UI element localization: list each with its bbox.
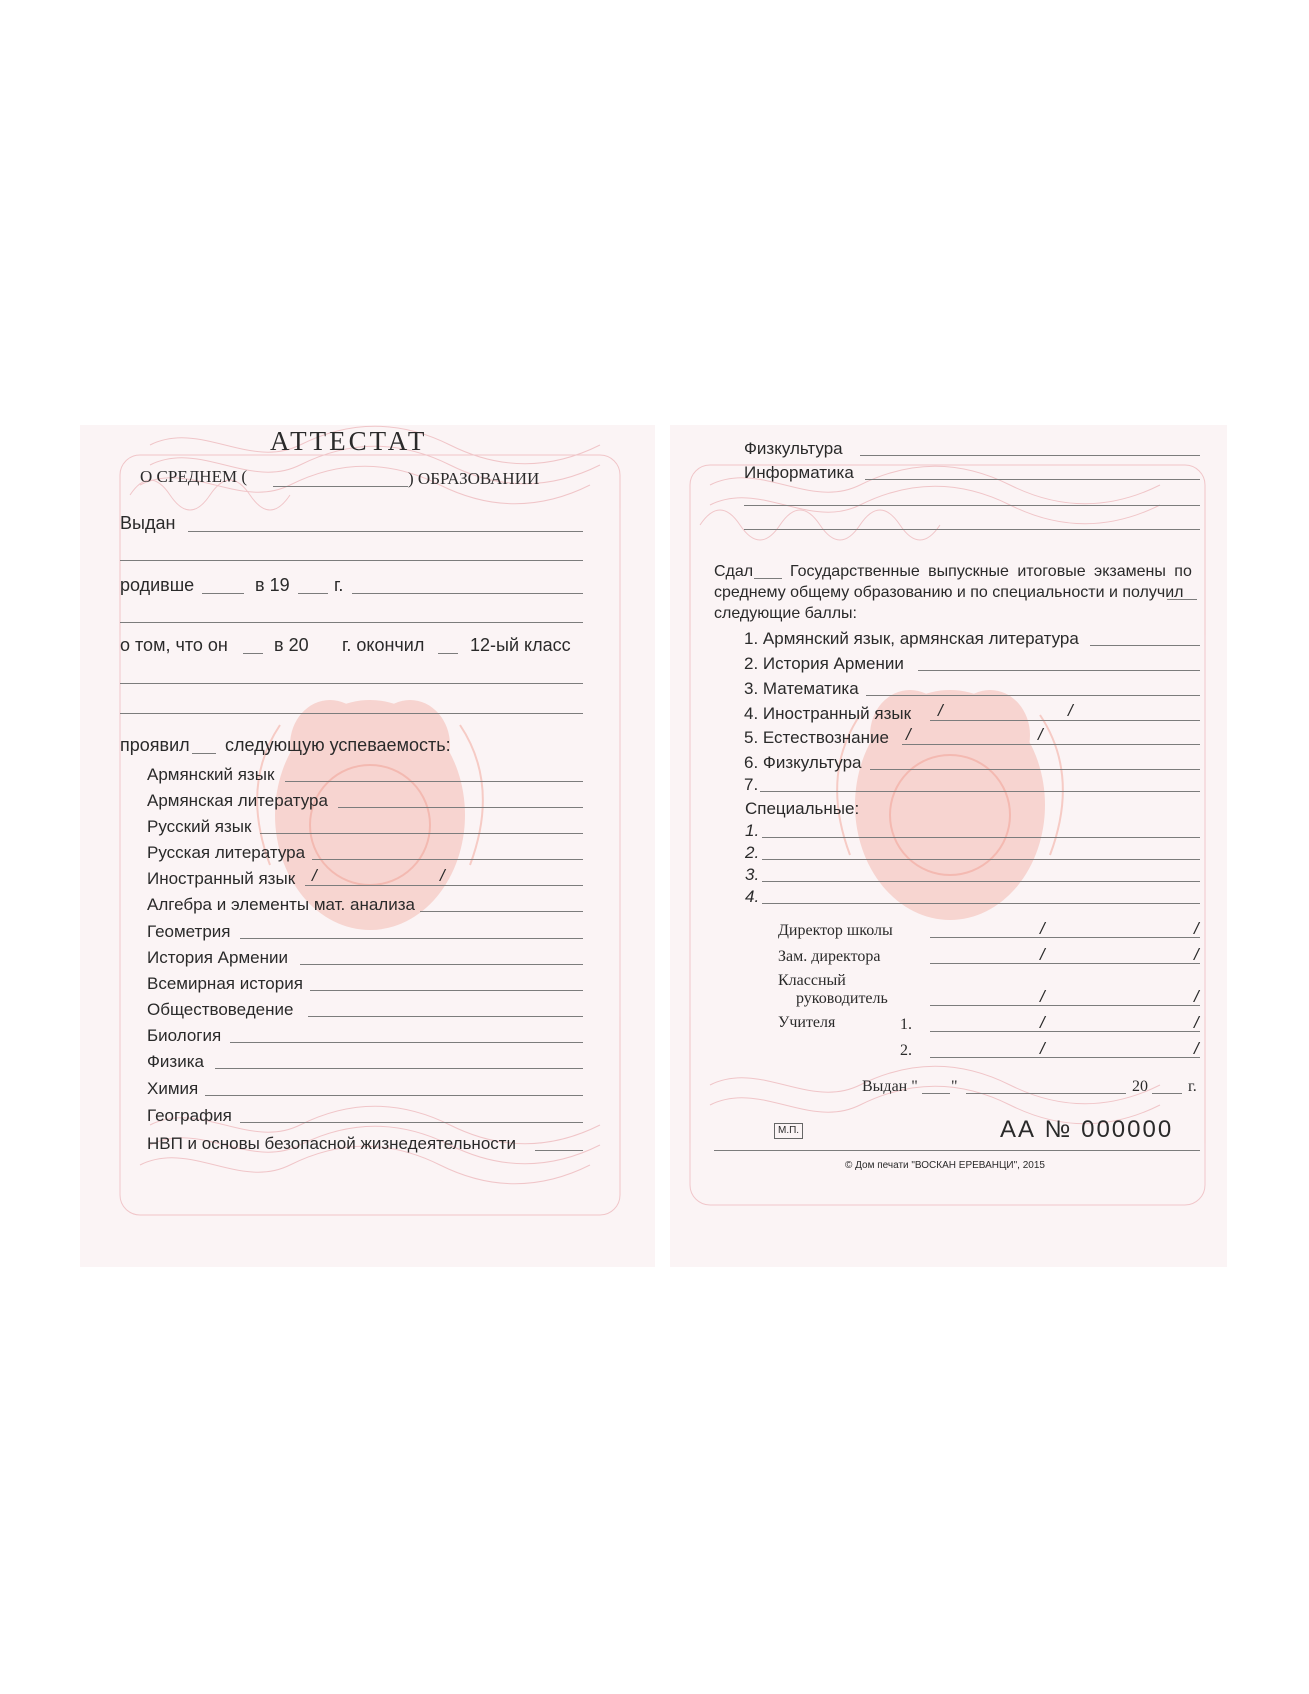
- grade-line: [420, 911, 583, 912]
- slash-mark: /: [1040, 1013, 1045, 1032]
- graduated-ending-line: [243, 653, 263, 654]
- exam-item: 7.: [744, 775, 759, 794]
- exam-intro-text-1: Государственные выпускные итоговые экзамены по: [790, 563, 1192, 580]
- grade-line: [310, 990, 583, 991]
- performance-prefix: проявил: [120, 735, 190, 755]
- subject-informatics: Информатика: [744, 463, 854, 482]
- special-line: [762, 837, 1200, 838]
- issued-day-line: [922, 1093, 950, 1094]
- grade-line: [860, 455, 1200, 456]
- subtitle-suffix: ) ОБРАЗОВАНИИ: [408, 469, 540, 488]
- extra-subject-line-2: [744, 529, 1200, 530]
- score-line: [760, 791, 1200, 792]
- school-line-1: [120, 683, 583, 684]
- score-line: [918, 670, 1200, 671]
- issued-year-line: [1152, 1093, 1182, 1094]
- grade-line: [205, 1095, 583, 1096]
- special-item: 2.: [745, 843, 760, 862]
- slash-mark: /: [440, 866, 445, 885]
- subject-item: Всемирная история: [147, 974, 303, 993]
- born-year-line: [298, 593, 328, 594]
- deputy-label: Зам. директора: [778, 948, 881, 965]
- subject-item: Армянская литература: [147, 791, 328, 810]
- special-line: [762, 903, 1200, 904]
- special-item: 3.: [745, 865, 760, 884]
- class-teacher-label-1: Классный: [778, 972, 846, 989]
- serial-number: АА № 000000: [1000, 1116, 1174, 1143]
- stamp-place-box: М.П.: [774, 1123, 803, 1139]
- subject-item: Русская литература: [147, 843, 306, 862]
- subject-item: Алгебра и элементы мат. анализа: [147, 895, 415, 914]
- subtitle-prefix: О СРЕДНЕМ (: [140, 467, 247, 486]
- performance-label: следующую успеваемость:: [225, 735, 451, 755]
- teachers-label: Учителя: [778, 1014, 836, 1031]
- grade-line: [535, 1150, 583, 1151]
- subject-item: География: [147, 1106, 232, 1125]
- grade-line: [308, 1016, 583, 1017]
- teacher-number: 1.: [900, 1016, 912, 1033]
- born-year-suffix: г.: [334, 575, 344, 595]
- slash-mark: /: [1194, 945, 1199, 964]
- grade-line: [240, 938, 583, 939]
- slash-mark: /: [1194, 1039, 1199, 1058]
- subject-item: Русский язык: [147, 817, 252, 836]
- issued-name-line-2: [120, 560, 583, 561]
- grade-line: [240, 1122, 583, 1123]
- slash-mark: /: [906, 725, 911, 744]
- grade-line: [230, 1042, 583, 1043]
- issued-year-suffix: г.: [1188, 1078, 1197, 1095]
- special-line: [762, 859, 1200, 860]
- signature-line: [930, 1031, 1200, 1032]
- teacher-number: 2.: [900, 1042, 912, 1059]
- subject-physical-education: Физкультура: [744, 439, 843, 458]
- graduated-year-prefix: в 20: [274, 635, 309, 655]
- graduated-class: 12-ый класс: [470, 635, 571, 655]
- grade-line: [300, 964, 583, 965]
- born-place-line: [352, 593, 583, 594]
- subject-item: Физика: [147, 1052, 204, 1071]
- grade-line: [865, 479, 1200, 480]
- score-line: [902, 744, 1200, 745]
- slash-mark: /: [938, 701, 943, 720]
- issued-date-quote: ": [951, 1078, 958, 1095]
- subject-item: Армянский язык: [147, 765, 275, 784]
- slash-mark: /: [1068, 701, 1073, 720]
- exam-item: 5. Естествознание: [744, 728, 889, 747]
- issued-month-line: [966, 1093, 1126, 1094]
- issued-label: Выдан: [120, 513, 176, 533]
- left-page: [80, 425, 655, 1267]
- special-line: [762, 881, 1200, 882]
- born-ending-line: [202, 593, 244, 594]
- grade-line: [260, 833, 583, 834]
- education-level-line: [273, 486, 408, 487]
- slash-mark: /: [1194, 919, 1199, 938]
- signature-line: [930, 1005, 1200, 1006]
- slash-mark: /: [312, 866, 317, 885]
- slash-mark: /: [1194, 987, 1199, 1006]
- signature-line: [930, 1057, 1200, 1058]
- slash-mark: /: [1040, 987, 1045, 1006]
- grade-line: [338, 807, 583, 808]
- subject-item: Биология: [147, 1026, 222, 1045]
- extra-subject-line-1: [744, 505, 1200, 506]
- special-label: Специальные:: [745, 799, 860, 818]
- slash-mark: /: [1040, 1039, 1045, 1058]
- exam-item: 6. Физкультура: [744, 753, 862, 772]
- score-line: [866, 695, 1200, 696]
- slash-mark: /: [1040, 919, 1045, 938]
- printer-credit: © Дом печати "ВОСКАН ЕРЕВАНЦИ", 2015: [845, 1160, 1045, 1171]
- special-item: 4.: [745, 887, 760, 906]
- score-line: [1090, 645, 1200, 646]
- graduated-prefix: о том, что он: [120, 635, 228, 655]
- grade-line: [215, 1068, 583, 1069]
- graduated-year-suffix: г. окончил: [342, 635, 425, 655]
- director-label: Директор школы: [778, 922, 893, 939]
- subject-item: Иностранный язык: [147, 869, 296, 888]
- grade-line: [312, 859, 583, 860]
- issued-name-line: [188, 531, 583, 532]
- graduated-ending-line-2: [438, 653, 458, 654]
- exam-item: 4. Иностранный язык: [744, 704, 912, 723]
- exam-intro-text-3: следующие баллы:: [714, 605, 857, 622]
- received-ending-line: [1167, 599, 1197, 600]
- subject-item: НВП и основы безопасной жизнедеятельности: [147, 1134, 517, 1153]
- subject-item: Обществоведение: [147, 1000, 294, 1019]
- school-line-2: [120, 713, 583, 714]
- exam-item: 3. Математика: [744, 679, 859, 698]
- slash-mark: /: [1194, 1013, 1199, 1032]
- born-place-line-2: [120, 622, 583, 623]
- subject-item: Химия: [147, 1079, 199, 1098]
- slash-mark: /: [1038, 725, 1043, 744]
- signature-line: [930, 937, 1200, 938]
- certificate-title: АТТЕСТАТ: [270, 426, 428, 456]
- issued-date-label: Выдан ": [862, 1078, 918, 1095]
- exam-intro-passed: Сдал: [714, 563, 754, 580]
- born-label: родивше: [120, 575, 195, 595]
- score-line: [930, 720, 1200, 721]
- exam-intro-text-2: среднему общему образованию и по специальности и получил: [714, 584, 1184, 601]
- footer-rule: [714, 1150, 1200, 1151]
- signature-line: [930, 963, 1200, 964]
- slash-mark: /: [1040, 945, 1045, 964]
- passed-ending-line: [754, 578, 782, 579]
- exam-item: 1. Армянский язык, армянская литература: [744, 629, 1079, 648]
- performance-ending-line: [192, 753, 216, 754]
- exam-item: 2. История Армении: [744, 654, 904, 673]
- class-teacher-label-2: руководитель: [796, 990, 888, 1007]
- subject-item: История Армении: [147, 948, 288, 967]
- grade-line: [285, 781, 583, 782]
- right-page: [670, 425, 1227, 1267]
- born-year-prefix: в 19: [255, 575, 290, 595]
- armenian-emblem-watermark: [855, 690, 1045, 920]
- subject-item: Геометрия: [147, 922, 231, 941]
- score-line: [870, 769, 1200, 770]
- issued-year: 20: [1132, 1078, 1148, 1095]
- special-item: 1.: [745, 821, 760, 840]
